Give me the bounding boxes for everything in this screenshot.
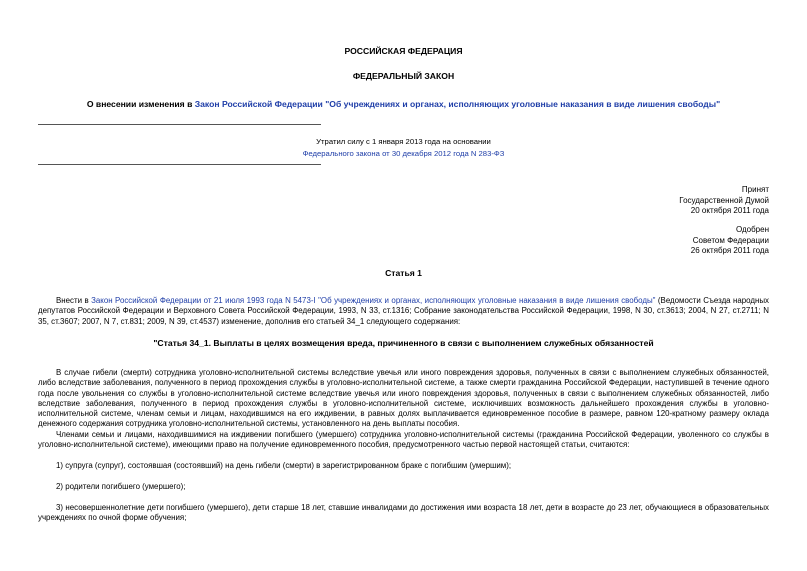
repeal-status-row bbox=[0, 149, 807, 158]
title-prefix: О внесении изменения в bbox=[86, 99, 195, 109]
accepted-label: Принят bbox=[741, 185, 769, 194]
intro-rest: (Ведомости Съезда народных депутатов Российской Федерации и Верховного Совета Российской Федерации, 1993, N 33, ст.1316; Собрание законодательства Российской Федерации, 1998, N 30, ст.3613; 2004, N 27, ст.2711; N 35, ст.3607; 2007, N 7, ст.831; 2009, N 39, ст.4537) изменение, дополнив его статьей 34_1 следующего содержания: bbox=[38, 296, 769, 326]
accepted-date: 20 октября 2011 года bbox=[690, 206, 769, 215]
list-item-2: 2) родители погибшего (умершего); bbox=[56, 482, 186, 491]
divider-bottom bbox=[38, 164, 321, 165]
adoption-duma bbox=[679, 185, 769, 217]
list-item-1: 1) супруга (супруг), состоявшая (состоявший) на день гибели (смерти) в зарегистрированном браке с погибшим (умершим); bbox=[56, 461, 512, 470]
approved-date: 26 октября 2011 года bbox=[690, 246, 769, 255]
adoption-council bbox=[691, 225, 769, 257]
doc-type-heading: ФЕДЕРАЛЬНЫЙ ЗАКОН bbox=[352, 71, 455, 81]
paragraph-2: Членами семьи и лицами, находившимися на иждивении погибшего (умершего) сотрудника уголовно-исполнительной системы (гражданина Российской Федерации, уволенного со службы в уголовно-исполнительной системе), имеющими право на получение единовременного пособия, предусмотренного частью первой настоящей статьи, считаются: bbox=[38, 430, 769, 450]
repeal-status-text: Утратил силу с 1 января 2013 года на основании bbox=[316, 137, 491, 146]
intro-prefix: Внести в bbox=[56, 296, 92, 305]
approved-by: Советом Федерации bbox=[692, 235, 769, 245]
new-article-heading: "Статья 34_1. Выплаты в целях возмещения вреда, причиненного в связи с выполнением служебных обязанностей bbox=[153, 338, 654, 348]
divider-top bbox=[38, 124, 321, 125]
article-heading: Статья 1 bbox=[385, 268, 422, 278]
repeal-law-link[interactable]: Федерального закона от 30 декабря 2012 года N 283-ФЗ bbox=[302, 149, 505, 158]
article-intro-paragraph bbox=[38, 296, 769, 327]
country-heading: РОССИЙСКАЯ ФЕДЕРАЦИЯ bbox=[344, 46, 463, 56]
intro-law-link[interactable]: Закон Российской Федерации от 21 июля 1993 года N 5473-I "Об учреждениях и органах, исполняющих уголовные наказания в виде лишения свободы" bbox=[91, 296, 656, 305]
title-law-link[interactable]: Закон Российской Федерации "Об учреждениях и органах, исполняющих уголовные наказания в виде лишения свободы" bbox=[194, 99, 721, 109]
document-title bbox=[0, 99, 807, 109]
list-item-3: 3) несовершеннолетние дети погибшего (умершего), дети старше 18 лет, ставшие инвалидами до достижения ими возраста 18 лет, дети в возрасте до 23 лет, обучающиеся в образовательных учреждениях по очной форме обучения; bbox=[38, 503, 769, 523]
paragraph-1: В случае гибели (смерти) сотрудника уголовно-исполнительной системы вследствие увечья или иного повреждения здоровья, полученных в связи с выполнением служебных обязанностей, либо вследствие заболевания, полученного в период прохождения службы в уголовно-исполнительной системе, а также смерти гражданина Российской Федерации, наступившей в течение одного года после увольнения со службы в уголовно-исполнительной системе вследствие увечья или иного повреждения здоровья, полученных в связи с выполнением служебных обязанностей, либо вследствие заболевания, полученного в период прохождения службы в уголовно-исполнительной системе, исключивших возможность дальнейшего прохождения службы в уголовно-исполнительной системе, членам семьи и лицам, находившимся на его иждивении, в равных долях выплачивается единовременное пособие в размере, равном 120-кратному размеру оклада денежного содержания сотрудника уголовно-исполнительной системы, установленного на день выплаты пособия. bbox=[38, 368, 769, 429]
approved-label: Одобрен bbox=[735, 225, 769, 234]
accepted-by: Государственной Думой bbox=[679, 195, 769, 205]
